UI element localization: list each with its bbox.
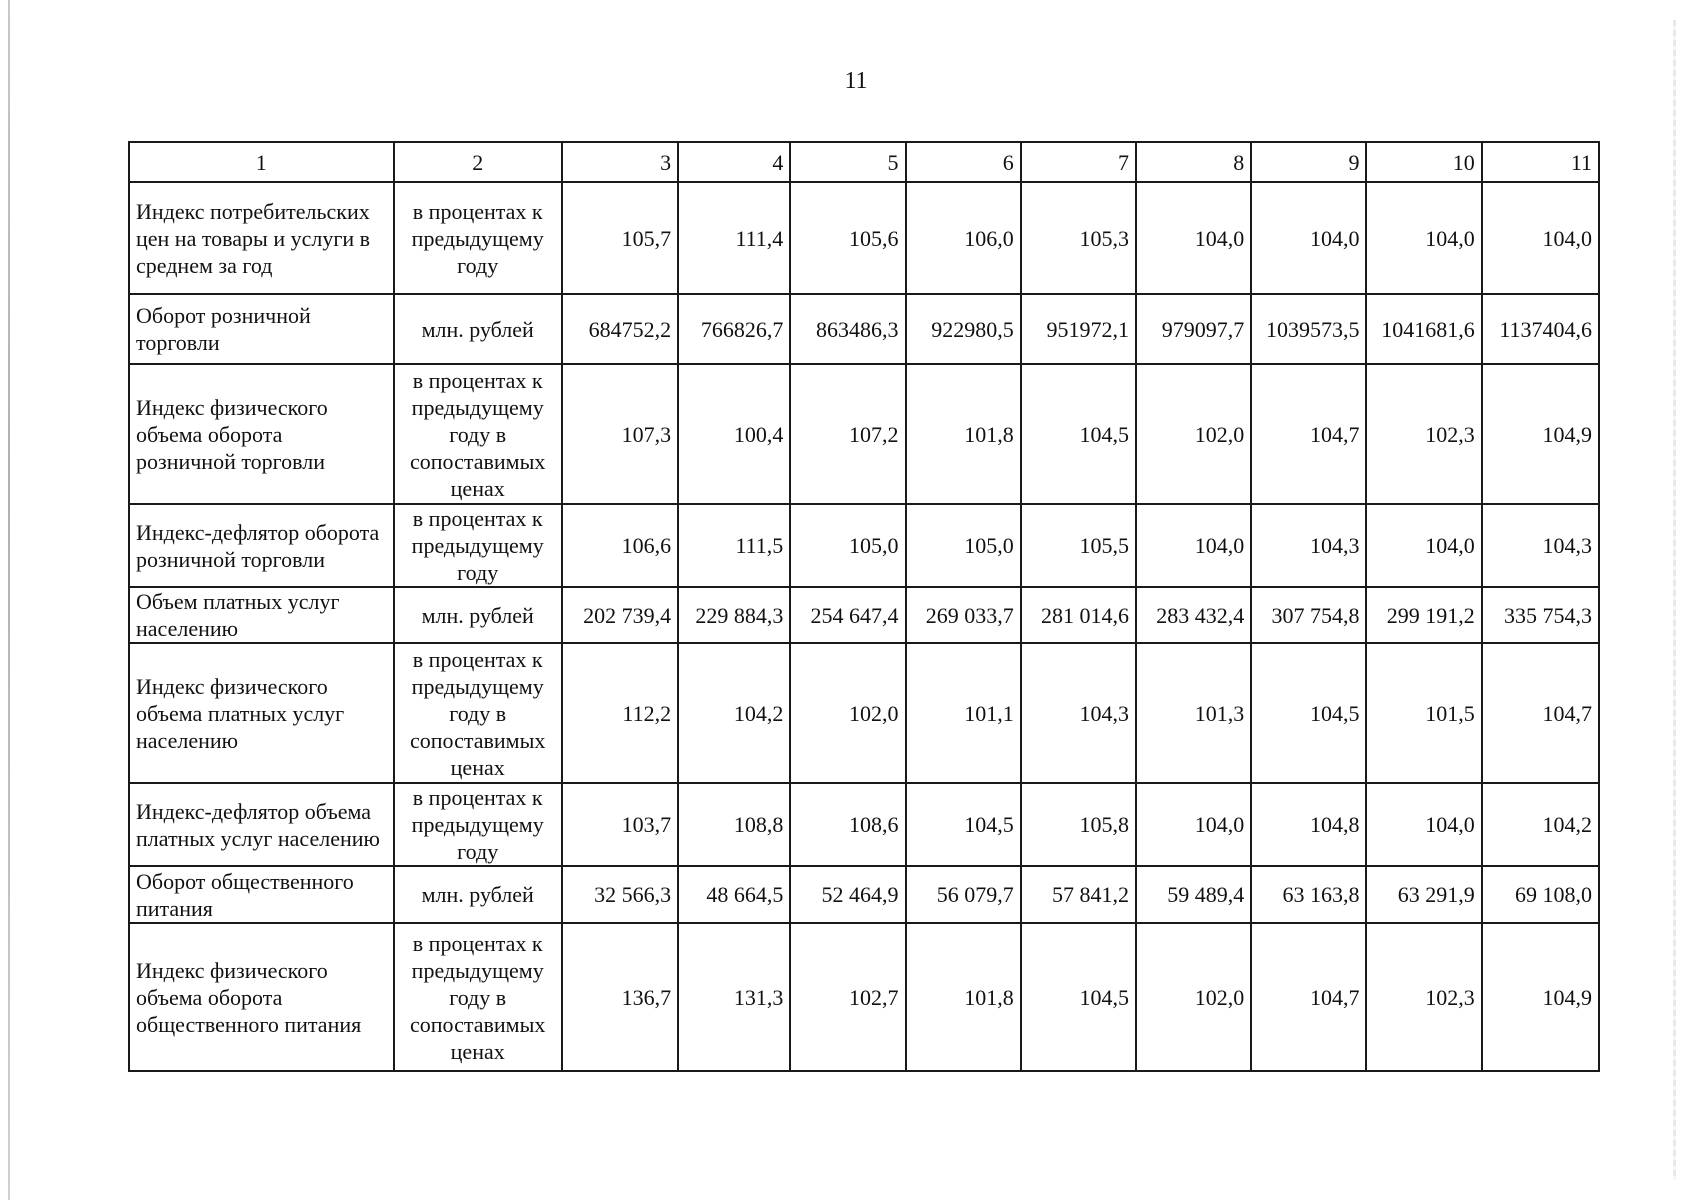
- value-cell: 269 033,7: [906, 587, 1021, 643]
- indicator-unit: млн. рублей: [394, 866, 562, 923]
- indicator-unit: в процентах к предыдущему году: [394, 182, 562, 294]
- header-cell-8: 8: [1136, 142, 1251, 182]
- value-cell: 111,5: [678, 504, 790, 587]
- header-cell-6: 6: [906, 142, 1021, 182]
- indicator-name: Индекс физического объема платных услуг населению: [129, 643, 394, 783]
- value-cell: 104,7: [1251, 923, 1366, 1071]
- value-cell: 52 464,9: [790, 866, 905, 923]
- indicator-name: Индекс-дефлятор оборота розничной торговли: [129, 504, 394, 587]
- value-cell: 108,6: [790, 783, 905, 866]
- value-cell: 112,2: [562, 643, 678, 783]
- value-cell: 63 163,8: [1251, 866, 1366, 923]
- value-cell: 48 664,5: [678, 866, 790, 923]
- indicator-name: Оборот розничной торговли: [129, 294, 394, 364]
- header-cell-7: 7: [1021, 142, 1136, 182]
- value-cell: 106,0: [906, 182, 1021, 294]
- table-row: [129, 364, 1599, 504]
- value-cell: 684752,2: [562, 294, 678, 364]
- value-cell: 100,4: [678, 364, 790, 504]
- value-cell: 104,7: [1251, 364, 1366, 504]
- value-cell: 104,0: [1251, 182, 1366, 294]
- value-cell: 105,3: [1021, 182, 1136, 294]
- value-cell: 102,3: [1366, 923, 1481, 1071]
- value-cell: 766826,7: [678, 294, 790, 364]
- value-cell: 101,3: [1136, 643, 1251, 783]
- value-cell: 102,0: [1136, 923, 1251, 1071]
- value-cell: 104,0: [1136, 504, 1251, 587]
- header-cell-11: 11: [1482, 142, 1599, 182]
- value-cell: 104,0: [1366, 504, 1481, 587]
- value-cell: 863486,3: [790, 294, 905, 364]
- value-cell: 104,0: [1366, 182, 1481, 294]
- indicator-name: Объем платных услуг населению: [129, 587, 394, 643]
- value-cell: 307 754,8: [1251, 587, 1366, 643]
- value-cell: 104,5: [1021, 364, 1136, 504]
- value-cell: 104,3: [1021, 643, 1136, 783]
- value-cell: 335 754,3: [1482, 587, 1599, 643]
- value-cell: 1137404,6: [1482, 294, 1599, 364]
- value-cell: 101,1: [906, 643, 1021, 783]
- value-cell: 283 432,4: [1136, 587, 1251, 643]
- indicator-unit: в процентах к предыдущему году в сопоставимых ценах: [394, 643, 562, 783]
- value-cell: 63 291,9: [1366, 866, 1481, 923]
- value-cell: 57 841,2: [1021, 866, 1136, 923]
- value-cell: 69 108,0: [1482, 866, 1599, 923]
- value-cell: 104,2: [1482, 783, 1599, 866]
- table-row: [129, 504, 1599, 587]
- indicator-unit: в процентах к предыдущему году в сопоставимых ценах: [394, 923, 562, 1071]
- value-cell: 104,8: [1251, 783, 1366, 866]
- value-cell: 105,5: [1021, 504, 1136, 587]
- value-cell: 922980,5: [906, 294, 1021, 364]
- value-cell: 202 739,4: [562, 587, 678, 643]
- table-row: [129, 923, 1599, 1071]
- table-row: [129, 643, 1599, 783]
- scan-edge-left: [8, 0, 10, 1200]
- scan-edge-right: [1673, 20, 1676, 1180]
- header-cell-4: 4: [678, 142, 790, 182]
- value-cell: 104,5: [1021, 923, 1136, 1071]
- value-cell: 105,0: [906, 504, 1021, 587]
- value-cell: 108,8: [678, 783, 790, 866]
- header-cell-2: 2: [394, 142, 562, 182]
- indicator-unit: в процентах к предыдущему году: [394, 504, 562, 587]
- value-cell: 107,2: [790, 364, 905, 504]
- header-cell-5: 5: [790, 142, 905, 182]
- value-cell: 111,4: [678, 182, 790, 294]
- value-cell: 107,3: [562, 364, 678, 504]
- indicator-name: Индекс-дефлятор объема платных услуг населению: [129, 783, 394, 866]
- value-cell: 105,8: [1021, 783, 1136, 866]
- value-cell: 32 566,3: [562, 866, 678, 923]
- table-row: [129, 182, 1599, 294]
- value-cell: 104,0: [1366, 783, 1481, 866]
- value-cell: 103,7: [562, 783, 678, 866]
- indicator-unit: млн. рублей: [394, 587, 562, 643]
- value-cell: 104,0: [1482, 182, 1599, 294]
- value-cell: 102,3: [1366, 364, 1481, 504]
- value-cell: 136,7: [562, 923, 678, 1071]
- table-row: [129, 783, 1599, 866]
- value-cell: 102,7: [790, 923, 905, 1071]
- header-cell-3: 3: [562, 142, 678, 182]
- indicator-unit: млн. рублей: [394, 294, 562, 364]
- value-cell: 1039573,5: [1251, 294, 1366, 364]
- value-cell: 104,9: [1482, 923, 1599, 1071]
- header-cell-1: 1: [129, 142, 394, 182]
- indicator-unit: в процентах к предыдущему году в сопоставимых ценах: [394, 364, 562, 504]
- value-cell: 131,3: [678, 923, 790, 1071]
- value-cell: 101,8: [906, 923, 1021, 1071]
- indicator-name: Оборот общественного питания: [129, 866, 394, 923]
- table-header-row: [129, 142, 1599, 182]
- header-cell-10: 10: [1366, 142, 1481, 182]
- value-cell: 104,0: [1136, 783, 1251, 866]
- value-cell: 56 079,7: [906, 866, 1021, 923]
- value-cell: 101,5: [1366, 643, 1481, 783]
- value-cell: 106,6: [562, 504, 678, 587]
- value-cell: 1041681,6: [1366, 294, 1481, 364]
- page-number: 11: [844, 68, 868, 94]
- table-row: [129, 866, 1599, 923]
- header-cell-9: 9: [1251, 142, 1366, 182]
- table-row: [129, 294, 1599, 364]
- value-cell: 951972,1: [1021, 294, 1136, 364]
- value-cell: 299 191,2: [1366, 587, 1481, 643]
- value-cell: 102,0: [790, 643, 905, 783]
- indicator-unit: в процентах к предыдущему году: [394, 783, 562, 866]
- value-cell: 104,5: [906, 783, 1021, 866]
- value-cell: 281 014,6: [1021, 587, 1136, 643]
- indicator-name: Индекс физического объема оборота общественного питания: [129, 923, 394, 1071]
- value-cell: 104,7: [1482, 643, 1599, 783]
- value-cell: 254 647,4: [790, 587, 905, 643]
- value-cell: 979097,7: [1136, 294, 1251, 364]
- indicator-name: Индекс потребительских цен на товары и услуги в среднем за год: [129, 182, 394, 294]
- value-cell: 102,0: [1136, 364, 1251, 504]
- value-cell: 59 489,4: [1136, 866, 1251, 923]
- value-cell: 104,3: [1482, 504, 1599, 587]
- indicator-name: Индекс физического объема оборота розничной торговли: [129, 364, 394, 504]
- value-cell: 104,3: [1251, 504, 1366, 587]
- value-cell: 105,6: [790, 182, 905, 294]
- value-cell: 101,8: [906, 364, 1021, 504]
- table-row: [129, 587, 1599, 643]
- value-cell: 105,7: [562, 182, 678, 294]
- value-cell: 105,0: [790, 504, 905, 587]
- data-table: [128, 141, 1600, 1072]
- value-cell: 229 884,3: [678, 587, 790, 643]
- value-cell: 104,2: [678, 643, 790, 783]
- value-cell: 104,5: [1251, 643, 1366, 783]
- value-cell: 104,0: [1136, 182, 1251, 294]
- value-cell: 104,9: [1482, 364, 1599, 504]
